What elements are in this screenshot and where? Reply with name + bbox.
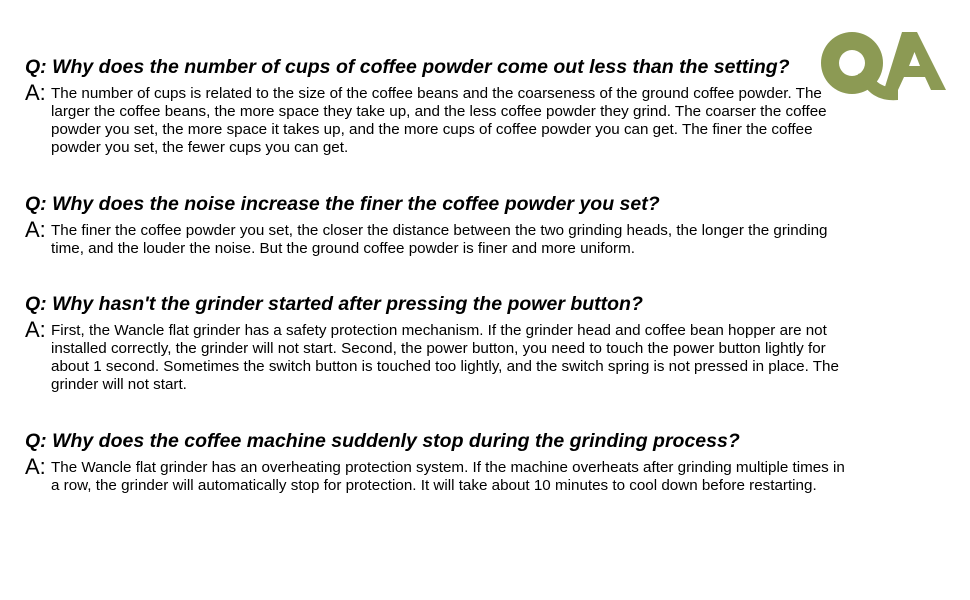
faq-item: [25, 292, 845, 394]
faq-answer: [25, 217, 845, 258]
answer-text: The number of cups is related to the size of the coffee beans and the coarseness of the ground coffee powder. The larger the coffee beans, the more space they take up, and the less coffee powder they grind. The coarser the coffee powder you set, the more space it takes up, and the more cups of coffee powder you can get. The finer the coffee powder you set, the fewer cups you can get.: [51, 85, 827, 156]
faq-answer: [25, 454, 845, 495]
faq-answer: [25, 80, 845, 157]
faq-item: [25, 429, 845, 495]
question-text: Why does the noise increase the finer the coffee powder you set?: [52, 193, 660, 215]
question-prefix: Q:: [25, 430, 47, 452]
question-text: Why does the coffee machine suddenly stop during the grinding process?: [52, 430, 740, 452]
question-prefix: Q:: [25, 193, 47, 215]
logo-a-letter: [884, 32, 946, 90]
answer-text: The Wancle flat grinder has an overheating protection system. If the machine overheats after grinding multiple times in a row, the grinder will automatically stop for protection. It will take about 10 minutes to cool down before restarting.: [51, 459, 845, 494]
answer-prefix: A:: [25, 317, 46, 342]
faq-question: [25, 55, 845, 79]
faq-item: [25, 192, 845, 258]
question-text: Why does the number of cups of coffee powder come out less than the setting?: [52, 56, 790, 78]
answer-prefix: A:: [25, 217, 46, 242]
faq-item: [25, 55, 845, 157]
question-prefix: Q:: [25, 293, 47, 315]
question-text: Why hasn't the grinder started after pressing the power button?: [52, 293, 643, 315]
answer-prefix: A:: [25, 80, 46, 105]
answer-text: First, the Wancle flat grinder has a safety protection mechanism. If the grinder head and coffee bean hopper are not installed correctly, the grinder will not start. Second, the power button, you need to touch the power button lightly for about 1 second. Sometimes the switch button is touched too lightly, and the switch spring is not pressed in place. The grinder will not start.: [51, 322, 839, 393]
answer-text: The finer the coffee powder you set, the closer the distance between the two grinding heads, the longer the grinding time, and the louder the noise. But the ground coffee powder is finer and more uniform.: [51, 222, 828, 257]
answer-prefix: A:: [25, 454, 46, 479]
faq-question: [25, 192, 845, 216]
faq-answer: [25, 317, 845, 394]
faq-question: [25, 429, 845, 453]
question-prefix: Q:: [25, 56, 47, 78]
faq-question: [25, 292, 845, 316]
